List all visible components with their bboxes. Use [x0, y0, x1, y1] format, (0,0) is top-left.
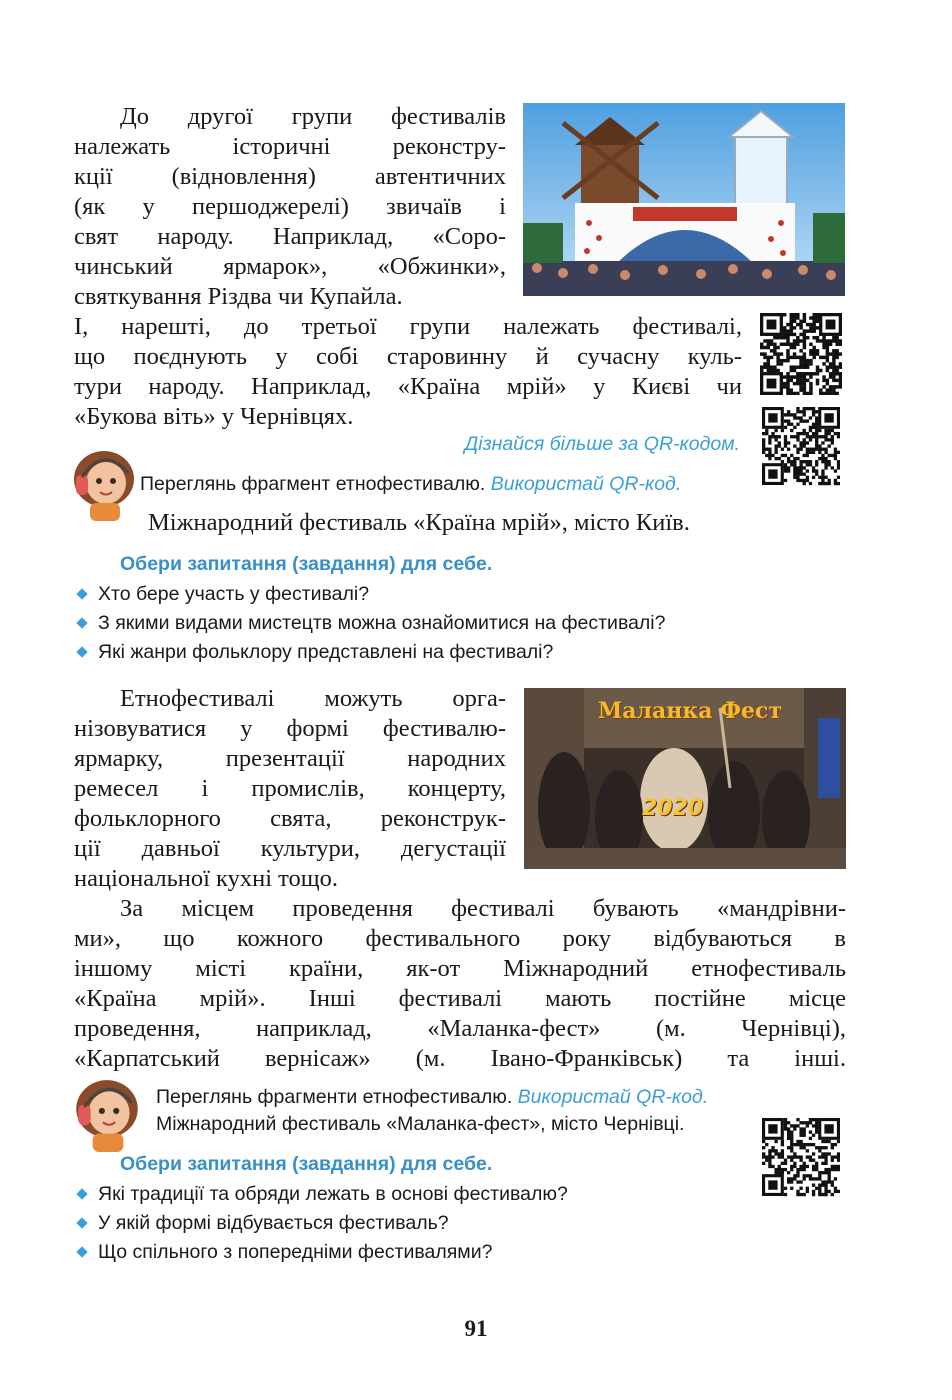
- watch-text: Переглянь фрагмент етнофестивалю.: [140, 473, 486, 495]
- diamond-bullet-icon: [76, 646, 87, 657]
- qr-hint-text: Дізнайся більше за QR-кодом.: [464, 433, 740, 455]
- paragraph-festival-location: [74, 894, 846, 1074]
- text-line: проведення, наприклад, «Маланка-фест» (м. Чернівці),: [74, 1015, 846, 1042]
- list-item: [74, 1237, 754, 1266]
- text-line: «Букова віть» у Чернівцях.: [74, 403, 354, 430]
- text-line: що поєднують у собі старовинну й сучасну куль-: [74, 343, 742, 370]
- photo-sorochyntsi-fair-gate: [523, 103, 845, 296]
- list-item: [74, 579, 774, 608]
- text-line: нізовуватися у формі фестивалю-: [74, 715, 506, 742]
- task-text: З якими видами мистецтв можна ознайомитися на фестивалі?: [98, 611, 666, 634]
- text-line: І, нарешті, до третьої групи належать фестивалі,: [74, 313, 742, 340]
- watch-text: Переглянь фрагменти етнофестивалю.: [156, 1086, 513, 1108]
- task-text: У якій формі відбувається фестиваль?: [98, 1211, 449, 1234]
- diamond-bullet-icon: [76, 588, 87, 599]
- diamond-bullet-icon: [76, 1217, 87, 1228]
- qr-code-icon[interactable]: [762, 407, 840, 487]
- diamond-bullet-icon: [76, 617, 87, 628]
- list-item: [74, 1208, 754, 1237]
- text-line: До другої групи фестивалів: [120, 103, 506, 130]
- text-line: святкування Різдва чи Купайла.: [74, 283, 403, 310]
- use-qr-link[interactable]: Використай QR-код.: [517, 1086, 709, 1108]
- task-text: Які традиції та обряди лежать в основі фестивалю?: [98, 1182, 568, 1205]
- page-number: 91: [464, 1316, 488, 1341]
- qr-code-icon[interactable]: [760, 313, 842, 395]
- text-line: національної кухні тощо.: [74, 865, 339, 892]
- photo-year-text: 2020: [642, 796, 704, 821]
- list-item: [74, 1179, 754, 1208]
- text-line: належать історичні реконстру-: [74, 133, 506, 160]
- text-line: ми», що кожного фестивального року відбуваються в: [74, 925, 846, 952]
- text-line: фольклорного свята, реконструк-: [74, 805, 506, 832]
- text-line: тури народу. Наприклад, «Країна мрій» у Києві чи: [74, 373, 742, 400]
- diamond-bullet-icon: [76, 1246, 87, 1257]
- text-line: «Карпатський вернісаж» (м. Івано-Франківськ) та інші.: [74, 1045, 846, 1072]
- tasks-block-1: [74, 550, 774, 666]
- tasks-block-2: [74, 1150, 754, 1266]
- qr-code-icon[interactable]: [762, 1118, 840, 1200]
- paragraph-historical-festivals: [74, 102, 506, 312]
- diamond-bullet-icon: [76, 1188, 87, 1199]
- text-line: (як у першоджерелі) звичаїв і: [74, 193, 506, 220]
- text-line: іншому місті країни, як-от Міжнародний етнофестиваль: [74, 955, 846, 982]
- text-line: Етнофестивалі можуть орга-: [120, 685, 506, 712]
- task-text: Які жанри фольклору представлені на фестивалі?: [98, 640, 554, 663]
- tasks-title: Обери запитання (завдання) для себе.: [120, 1153, 493, 1175]
- photo-malanka-fest: [524, 688, 846, 869]
- watch-instruction-1: [140, 470, 681, 498]
- text-line: ремесел і промислів, концерту,: [74, 775, 506, 802]
- girl-with-headphones-icon: [70, 445, 138, 523]
- paragraph-festival-forms: [74, 684, 506, 894]
- list-item: [74, 608, 774, 637]
- text-line: ції давньої культури, дегустації: [74, 835, 506, 862]
- task-text: Хто бере участь у фестивалі?: [98, 582, 370, 605]
- text-line: чинський ярмарок», «Обжинки»,: [74, 253, 506, 280]
- text-line: «Країна мрій». Інші фестивалі мають постійне місце: [74, 985, 846, 1012]
- festival-title-malanka: Міжнародний фестиваль «Маланка-фест», місто Чернівці.: [156, 1113, 685, 1135]
- watch-instruction-2: [156, 1083, 708, 1111]
- text-line: ярмарку, презентації народних: [74, 745, 506, 772]
- festival-title-kraina-mrii: Міжнародний фестиваль «Країна мрій», місто Київ.: [148, 509, 690, 536]
- photo-banner-text: Маланка Фест: [597, 698, 783, 724]
- list-item: [74, 637, 774, 666]
- tasks-title: Обери запитання (завдання) для себе.: [120, 553, 493, 575]
- use-qr-link[interactable]: Використай QR-код.: [490, 473, 682, 495]
- task-text: Що спільного з попередніми фестивалями?: [98, 1240, 493, 1263]
- girl-with-headphones-icon: [72, 1074, 142, 1154]
- text-line: За місцем проведення фестивалі бувають «мандрівни-: [120, 895, 846, 922]
- text-line: кції (відновлення) автентичних: [74, 163, 506, 190]
- text-line: свят народу. Наприклад, «Соро-: [74, 223, 506, 250]
- paragraph-third-group-festivals: [74, 312, 742, 432]
